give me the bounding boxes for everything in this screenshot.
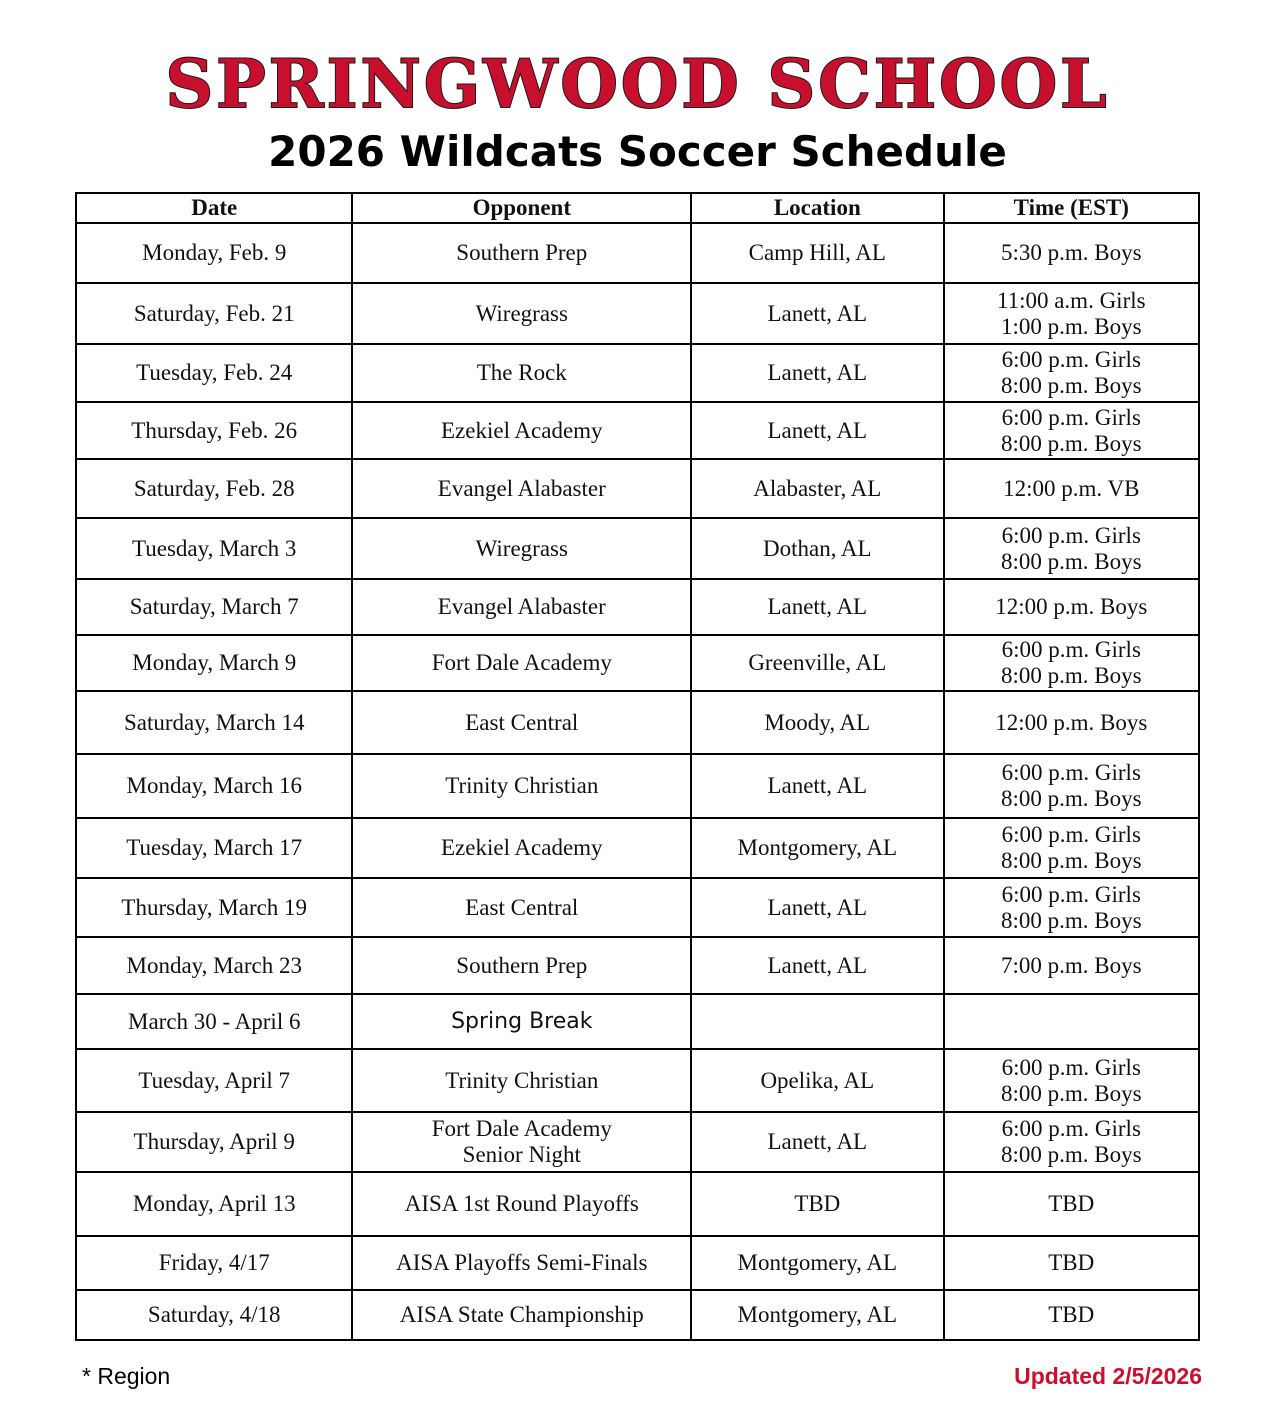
cell-opponent [352, 878, 691, 937]
cell-opponent [352, 635, 691, 691]
cell-date-line: Saturday, 4/18 [147, 1302, 281, 1327]
column-header-location: Location [691, 193, 943, 223]
cell-date [76, 223, 352, 283]
cell-location-line: TBD [794, 1191, 841, 1216]
cell-location-line: Lanett, AL [767, 773, 868, 798]
cell-time-line: 6:00 p.m. Girls [1001, 822, 1141, 847]
cell-time [944, 635, 1199, 691]
cell-date [76, 283, 352, 344]
cell-opponent-line: AISA Playoffs Semi-Finals [396, 1250, 648, 1275]
cell-date [76, 937, 352, 994]
cell-opponent-line: AISA State Championship [399, 1302, 644, 1327]
cell-date-line: Tuesday, March 3 [132, 535, 297, 561]
cell-opponent [352, 518, 691, 579]
cell-opponent [352, 344, 691, 402]
cell-date-line: Tuesday, April 7 [138, 1067, 291, 1093]
cell-time [944, 1112, 1199, 1172]
table-row [76, 344, 1199, 402]
cell-time [944, 1236, 1199, 1290]
cell-location-line: Montgomery, AL [737, 835, 898, 860]
cell-location-line: Greenville, AL [748, 650, 887, 675]
cell-date-line: Thursday, April 9 [133, 1129, 295, 1154]
cell-time-line: 6:00 p.m. Girls [1001, 1054, 1141, 1080]
cell-time-line: 8:00 p.m. Boys [1000, 1080, 1142, 1106]
cell-location [691, 878, 943, 937]
column-header-time: Time (EST) [944, 193, 1199, 223]
cell-time-line: TBD [1048, 1191, 1095, 1216]
cell-date [76, 818, 352, 878]
cell-opponent [352, 754, 691, 818]
cell-date [76, 754, 352, 818]
cell-date [76, 635, 352, 691]
cell-date-line: Friday, 4/17 [158, 1250, 270, 1275]
cell-opponent [352, 1290, 691, 1340]
cell-opponent-line: Ezekiel Academy [441, 835, 603, 860]
cell-time [944, 994, 1199, 1049]
cell-opponent [352, 283, 691, 344]
cell-opponent [352, 1172, 691, 1236]
cell-opponent-line: The Rock [476, 360, 567, 385]
cell-time-line: TBD [1048, 1302, 1095, 1327]
cell-opponent [352, 223, 691, 283]
cell-time-line: TBD [1048, 1250, 1095, 1275]
table-row [76, 1236, 1199, 1290]
column-header-opponent: Opponent [352, 193, 691, 223]
cell-location-line: Lanett, AL [767, 1129, 868, 1154]
cell-time-line: 6:00 p.m. Girls [1001, 760, 1141, 785]
cell-opponent-line: Fort Dale Academy [431, 1116, 612, 1141]
cell-time-line: 6:00 p.m. Girls [1001, 347, 1141, 372]
cell-date [76, 1236, 352, 1290]
table-row [76, 1172, 1199, 1236]
cell-time [944, 459, 1199, 518]
table-row [76, 994, 1199, 1049]
cell-location [691, 1172, 943, 1236]
cell-time [944, 283, 1199, 344]
cell-opponent [352, 1236, 691, 1290]
cell-location [691, 937, 943, 994]
cell-date-line: March 30 - April 6 [128, 1008, 301, 1034]
table-row [76, 459, 1199, 518]
cell-opponent [352, 1049, 691, 1112]
cell-time-line: 7:00 p.m. Boys [1000, 952, 1142, 978]
cell-location-line: Lanett, AL [767, 360, 868, 385]
cell-time [944, 937, 1199, 994]
cell-opponent-line: Trinity Christian [445, 773, 599, 798]
cell-time-line: 8:00 p.m. Boys [1000, 430, 1142, 456]
cell-time-line: 8:00 p.m. Boys [1000, 548, 1142, 574]
cell-location-line: Moody, AL [764, 709, 871, 735]
cell-opponent-line: AISA 1st Round Playoffs [404, 1191, 639, 1216]
cell-location [691, 691, 943, 754]
cell-location-line: Lanett, AL [767, 952, 868, 978]
column-header-date: Date [76, 193, 352, 223]
cell-date [76, 518, 352, 579]
table-row [76, 878, 1199, 937]
cell-location [691, 283, 943, 344]
cell-opponent [352, 994, 691, 1049]
schedule-table [75, 192, 1200, 1341]
cell-opponent-line: Trinity Christian [445, 1067, 599, 1093]
cell-time [944, 878, 1199, 937]
cell-opponent [352, 402, 691, 459]
cell-opponent-line: East Central [465, 894, 579, 920]
cell-time [944, 402, 1199, 459]
cell-date [76, 691, 352, 754]
cell-location [691, 223, 943, 283]
cell-date-line: Monday, March 9 [132, 650, 297, 675]
table-row [76, 283, 1199, 344]
cell-location [691, 1290, 943, 1340]
cell-opponent-line: Southern Prep [456, 952, 588, 978]
cell-date [76, 878, 352, 937]
cell-location [691, 344, 943, 402]
cell-location [691, 1236, 943, 1290]
cell-date-line: Tuesday, March 17 [126, 835, 303, 860]
cell-time-line: 12:00 p.m. VB [1003, 475, 1140, 501]
cell-time-line: 12:00 p.m. Boys [995, 594, 1148, 619]
cell-location [691, 994, 943, 1049]
cell-location [691, 459, 943, 518]
cell-time-line: 6:00 p.m. Girls [1001, 522, 1141, 548]
cell-location-line: Montgomery, AL [737, 1302, 898, 1327]
cell-time [944, 518, 1199, 579]
cell-location-line: Lanett, AL [767, 894, 868, 920]
cell-opponent-line: Wiregrass [475, 300, 568, 326]
cell-date-line: Monday, Feb. 9 [142, 240, 287, 265]
cell-location [691, 635, 943, 691]
cell-time [944, 344, 1199, 402]
cell-date-line: Saturday, Feb. 21 [133, 300, 295, 326]
cell-location-line: Camp Hill, AL [748, 240, 886, 265]
cell-date-line: Saturday, Feb. 28 [133, 475, 295, 501]
updated-date: Updated 2/5/2026 [1014, 1363, 1202, 1389]
cell-time [944, 691, 1199, 754]
cell-date-line: Saturday, March 7 [129, 594, 299, 619]
table-row [76, 579, 1199, 635]
cell-date-line: Tuesday, Feb. 24 [136, 360, 293, 385]
cell-date [76, 1172, 352, 1236]
table-row [76, 818, 1199, 878]
cell-opponent-line: Ezekiel Academy [441, 417, 603, 443]
cell-location [691, 754, 943, 818]
table-row [76, 1290, 1199, 1340]
cell-time-line: 12:00 p.m. Boys [995, 709, 1148, 735]
cell-location-line: Dothan, AL [762, 535, 872, 561]
cell-location-line: Alabaster, AL [753, 475, 882, 501]
cell-date-line: Monday, March 23 [126, 952, 302, 978]
cell-location [691, 402, 943, 459]
school-name: SPRINGWOOD SCHOOL [165, 45, 1110, 123]
cell-time [944, 223, 1199, 283]
cell-location [691, 518, 943, 579]
cell-time-line: 8:00 p.m. Boys [1000, 848, 1142, 873]
cell-location-line: Lanett, AL [767, 594, 868, 619]
cell-date [76, 459, 352, 518]
cell-opponent-line: East Central [465, 709, 579, 735]
schedule-body [76, 223, 1199, 1340]
cell-date-line: Saturday, March 14 [123, 709, 305, 735]
cell-time-line: 8:00 p.m. Boys [1000, 663, 1142, 688]
cell-date-line: Thursday, Feb. 26 [131, 417, 298, 443]
cell-location [691, 579, 943, 635]
cell-opponent-line: Evangel Alabaster [437, 594, 606, 619]
cell-location-line: Opelika, AL [760, 1067, 875, 1093]
cell-date [76, 402, 352, 459]
cell-opponent [352, 579, 691, 635]
cell-opponent-line: Evangel Alabaster [437, 475, 606, 501]
cell-time-line: 6:00 p.m. Girls [1001, 404, 1141, 430]
cell-time-line: 6:00 p.m. Girls [1001, 637, 1141, 662]
table-row [76, 691, 1199, 754]
cell-opponent [352, 1112, 691, 1172]
cell-opponent [352, 459, 691, 518]
cell-time [944, 1049, 1199, 1112]
cell-time-line: 5:30 p.m. Boys [1000, 240, 1142, 265]
cell-date [76, 1290, 352, 1340]
cell-date [76, 1049, 352, 1112]
table-row [76, 402, 1199, 459]
cell-location-line: Lanett, AL [767, 300, 868, 326]
cell-time-line: 8:00 p.m. Boys [1000, 373, 1142, 398]
cell-location-line: Montgomery, AL [737, 1250, 898, 1275]
cell-date [76, 1112, 352, 1172]
cell-time-line: 8:00 p.m. Boys [1000, 907, 1142, 933]
cell-time-line: 8:00 p.m. Boys [1000, 786, 1142, 811]
cell-date [76, 579, 352, 635]
table-row [76, 1049, 1199, 1112]
cell-time-line: 11:00 a.m. Girls [996, 287, 1146, 313]
cell-time [944, 754, 1199, 818]
table-row [76, 635, 1199, 691]
cell-location-line: Lanett, AL [767, 417, 868, 443]
table-row [76, 1112, 1199, 1172]
cell-time-line: 1:00 p.m. Boys [1000, 313, 1142, 339]
cell-opponent-line: Senior Night [462, 1142, 581, 1167]
cell-time-line: 8:00 p.m. Boys [1000, 1142, 1142, 1167]
cell-location [691, 1112, 943, 1172]
cell-location [691, 1049, 943, 1112]
cell-time-line: 6:00 p.m. Girls [1001, 881, 1141, 907]
cell-date-line: Thursday, March 19 [121, 894, 308, 920]
table-header-row [76, 193, 1199, 223]
cell-date-line: Monday, March 16 [126, 773, 302, 798]
table-row [76, 937, 1199, 994]
cell-time-line: 6:00 p.m. Girls [1001, 1116, 1141, 1141]
cell-opponent [352, 691, 691, 754]
cell-opponent-line: Southern Prep [456, 240, 588, 265]
page-title: 2026 Wildcats Soccer Schedule [268, 127, 1007, 176]
cell-opponent-line: Wiregrass [475, 535, 568, 561]
cell-time [944, 818, 1199, 878]
cell-date-line: Monday, April 13 [132, 1191, 296, 1216]
cell-opponent-line: Spring Break [451, 1008, 593, 1034]
cell-opponent-line: Fort Dale Academy [431, 650, 612, 675]
table-row [76, 518, 1199, 579]
cell-opponent [352, 937, 691, 994]
cell-location [691, 818, 943, 878]
cell-date [76, 344, 352, 402]
table-row [76, 223, 1199, 283]
cell-time [944, 579, 1199, 635]
cell-time [944, 1290, 1199, 1340]
cell-opponent [352, 818, 691, 878]
cell-date [76, 994, 352, 1049]
table-row [76, 754, 1199, 818]
cell-time [944, 1172, 1199, 1236]
region-footnote: * Region [82, 1363, 171, 1389]
